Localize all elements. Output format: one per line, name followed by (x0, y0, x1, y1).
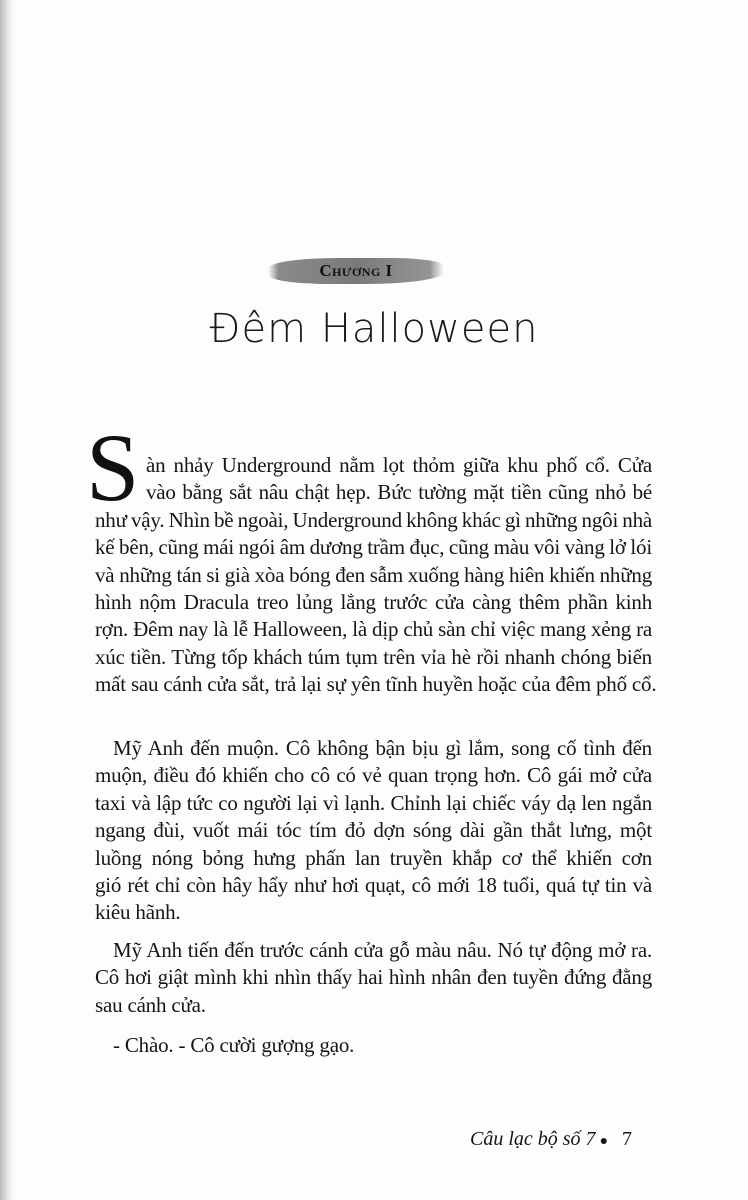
page-footer (470, 1128, 632, 1151)
text-line: ngang đùi, vuốt mái tóc tím đỏ dợn sóng dài gần thắt lưng, một (95, 818, 652, 843)
text-line: rợn. Đêm nay là lễ Halloween, là dịp chủ sàn chỉ việc mang xẻng ra (95, 617, 652, 642)
text-line: Cô hơi giật mình khi nhìn thấy hai hình nhân đen tuyền đứng đằng (95, 965, 652, 990)
text-line: àn nhảy Underground nằm lọt thỏm giữa khu phố cổ. Cửa (146, 453, 652, 477)
scan-edge-shadow (0, 0, 14, 1200)
chapter-title: Đêm Halloween (209, 306, 539, 352)
text-line: như vậy. Nhìn bề ngoài, Underground không khác gì những ngôi nhà (95, 507, 652, 532)
text-line: Mỹ Anh đến muộn. Cô không bận bịu gì lắm, song cố tình đến (113, 736, 652, 760)
text-line: xúc tiền. Từng tốp khách túm tụm trên vỉa hè rồi nhanh chóng biến (95, 644, 652, 669)
page-number: 7 (622, 1128, 633, 1150)
text-line: hình nộm Dracula treo lủng lẳng trước cửa càng thêm phần kinh (95, 590, 652, 614)
chapter-banner (268, 258, 444, 284)
bullet-icon: ● (599, 1134, 609, 1149)
drop-cap: S (86, 414, 140, 521)
text-line: mất sau cánh cửa sắt, trả lại sự yên tĩnh huyền hoặc của đêm phố cổ. (95, 672, 657, 697)
text-line: vào bằng sắt nâu chật hẹp. Bức tường mặt tiền cũng nhỏ bé (146, 480, 652, 505)
text-line: gió rét chỉ còn hây hẩy như hơi quạt, cô mới 18 tuổi, quá tự tin và (95, 873, 652, 897)
text-line: và những tán si già xòa bóng đen sẫm xuống hàng hiên khiến những (95, 562, 652, 587)
running-title: Câu lạc bộ số 7 (470, 1128, 596, 1150)
text-line: Mỹ Anh tiến đến trước cánh cửa gỗ màu nâu. Nó tự động mở ra. (113, 938, 652, 962)
text-line: muộn, điều đó khiến cho cô có vẻ quan trọng hơn. Cô gái mở cửa (95, 763, 652, 788)
text-line: sau cánh cửa. (95, 992, 206, 1017)
text-line: - Chào. - Cô cười gượng gạo. (113, 1033, 355, 1057)
chapter-label: Chương I (319, 261, 393, 280)
text-line: kế bên, cũng mái ngói âm dương trầm đục, cũng màu vôi vàng lở lói (95, 535, 652, 560)
text-line: taxi và lập tức co người lại vì lạnh. Chỉnh lại chiếc váy dạ len ngắn (95, 790, 652, 815)
text-line: kiêu hãnh. (95, 900, 181, 925)
text-line: luồng nóng bỏng hưng phấn lan truyền khắp cơ thể khiến cơn (95, 845, 652, 870)
